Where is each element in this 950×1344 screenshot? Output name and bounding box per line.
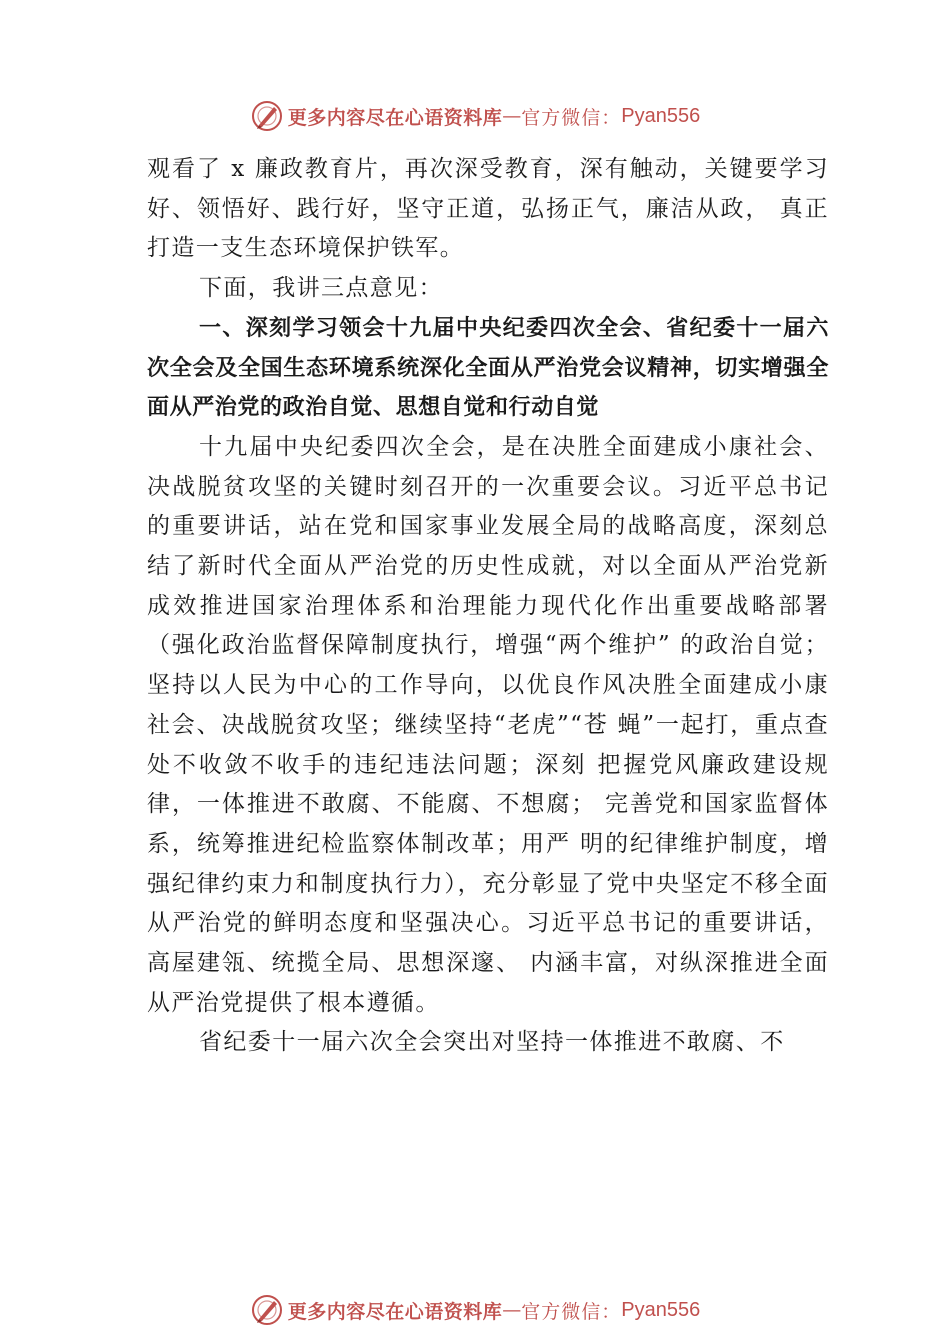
- paragraph-2: 下面，我讲三点意见：: [199, 275, 443, 302]
- footer-banner: [0, 1290, 950, 1330]
- wechat-label: 官方微信：: [521, 1300, 622, 1323]
- wechat-label: 官方微信：: [521, 106, 622, 129]
- header-banner: [0, 96, 950, 136]
- paragraph-3: 十九届中央纪委四次全会，是在决胜全面建成小康社会、决战脱贫攻坚的关键时刻召开的一次重要会议。习近平总书记的重要讲话，站在党和国家事业发展全局的战略高度，深刻总结了新时代全面从严治党的历史性成就，对以全面从严治党新成效推进国家治理体系和治理能力现代化作出重要战略部署（强化政治监督保障制度执行，增强“两个维护” 的政治自觉；坚持以人民为中心的工作导向，以优良作风决胜全面建成小康社会、决战脱贫攻坚；继续坚持“老虎”“苍 蝇”一起打，重点查处不收敛不收手的违纪违法问题；深刻 把握党风廉政建设规律，一体推进不敢腐、不能腐、不想腐； 完善党和国家监督体系，统筹推进纪检监察体制改革；用严 明的纪律维护制度，增强纪律约束力和制度执行力），充分彰显了党中央坚定不移全面从严治党的鲜明态度和坚强决心。习近平总书记的重要讲话，高屋建瓴、统揽全局、思想深邃、 内涵丰富，对纵深推进全面从严治党提供了根本遵循。: [147, 433, 829, 1016]
- site-name: 更多内容尽在心语资料库: [287, 1300, 503, 1323]
- banner-dash: —: [502, 105, 522, 127]
- pen-logo-icon: [250, 99, 284, 133]
- section-heading-1: 一、深刻学习领会十九届中央纪委四次全会、省纪委十一届六次全会及全国生态环境系统深化全面从严治党会议精神，切实增强全面从严治党的政治自觉、思想自觉和行动自觉: [147, 315, 829, 421]
- pen-logo-icon: [250, 1293, 284, 1327]
- paragraph-4: 省纪委十一届六次全会突出对坚持一体推进不敢腐、不: [199, 1029, 785, 1056]
- wechat-id: Pyan556: [621, 104, 701, 127]
- banner-dash: —: [502, 1299, 522, 1321]
- paragraph-1: 观看了 x 廉政教育片，再次深受教育，深有触动，关键要学习好、领悟好、践行好，坚守正道，弘扬正气，廉洁从政， 真正打造一支生态环境保护铁军。: [147, 156, 829, 262]
- wechat-id: Pyan556: [621, 1298, 701, 1321]
- document-body: [147, 150, 829, 1063]
- site-name: 更多内容尽在心语资料库: [287, 106, 503, 129]
